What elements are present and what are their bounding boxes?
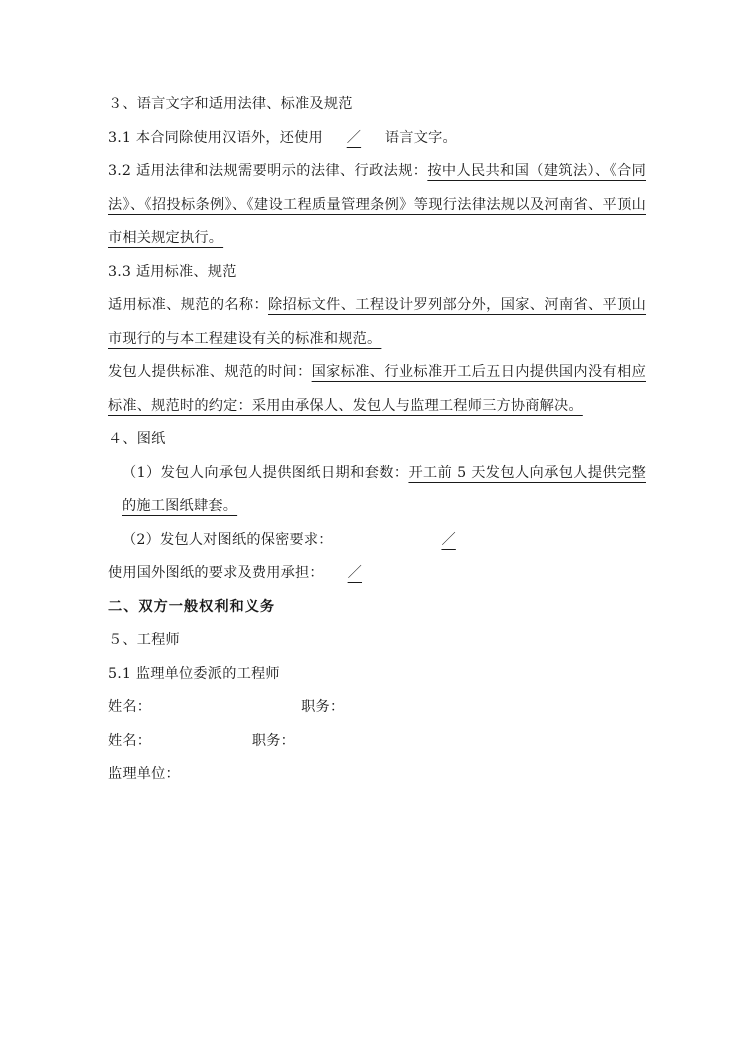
clause-4-3-fill[interactable]: ／ [347, 565, 363, 582]
section-heading-4 [108, 423, 646, 457]
clause-3-2 [108, 155, 646, 256]
clause-4-3-prefix: 使用国外图纸的要求及费用承担： [108, 565, 324, 582]
clause-4-1 [108, 457, 646, 524]
clause-4-1-prefix: （1）发包人向承包人提供图纸日期和套数： [122, 464, 409, 481]
clause-3-1-fill[interactable]: ／ [346, 129, 362, 146]
clause-3-3-b-prefix: 发包人提供标准、规范的时间： [108, 364, 312, 381]
clause-4-3 [108, 557, 646, 591]
clause-3-3-b-fill[interactable]: 国家标准、行业标准开工后五日内提供国内没有相应标准、规范时的约定：采用由承保人、发包人与监理工程师三方协商解决。 [108, 364, 646, 414]
clause-4-2-fill[interactable]: ／ [441, 531, 456, 548]
clause-4-2 [108, 524, 646, 558]
clause-3-1 [108, 122, 646, 156]
clause-3-2-fill[interactable]: 按中人民共和国（建筑法）、《合同法》、《招投标条例》、《建设工程质量管理条例》等现行法律法规以及河南省、平顶山市相关规定执行。 [108, 163, 646, 247]
title-label-2: 职务： [251, 732, 296, 749]
name-label-1: 姓名： [108, 699, 152, 716]
clause-3-2-prefix: 3.2 适用法律和法规需要明示的法律、行政法规： [108, 163, 428, 180]
title-label-1: 职务： [301, 699, 345, 716]
section-heading-3-text: ３、语言文字和适用法律、标准及规范 [108, 96, 353, 112]
document-body [108, 88, 646, 792]
clause-3-3-a-prefix: 适用标准、规范的名称： [108, 297, 268, 314]
clause-3-3 [108, 256, 646, 290]
section-heading-2 [108, 591, 646, 625]
clause-3-1-suffix: 语言文字。 [384, 129, 457, 146]
section-heading-3 [108, 88, 646, 122]
clause-3-1-prefix: 3.1 本合同除使用汉语外，还使用 [108, 129, 323, 146]
section-heading-4-text: ４、图纸 [108, 431, 166, 448]
supervision-unit-row [108, 758, 646, 792]
supervision-unit-label: 监理单位： [108, 766, 180, 783]
section-heading-5 [108, 624, 646, 658]
engineer-field-row-1 [108, 691, 646, 725]
clause-5-1 [108, 658, 646, 692]
engineer-field-row-2 [108, 725, 646, 759]
section-heading-2-text: 二、双方一般权利和义务 [108, 598, 276, 615]
clause-3-3-text: 3.3 适用标准、规范 [108, 263, 237, 280]
clause-3-3-standards-time [108, 356, 646, 423]
name-label-2: 姓名： [108, 732, 152, 749]
section-heading-5-text: ５、工程师 [108, 632, 180, 649]
clause-5-1-text: 5.1 监理单位委派的工程师 [108, 665, 280, 682]
clause-4-1-fill[interactable]: 开工前 5 天发包人向承包人提供完整的施工图纸肆套。 [122, 464, 646, 515]
clause-3-3-standards-name [108, 289, 646, 356]
clause-3-3-a-fill[interactable]: 除招标文件、工程设计罗列部分外，国家、河南省、平顶山市现行的与本工程建设有关的标准和规范。 [108, 297, 647, 347]
clause-4-2-prefix: （2）发包人对图纸的保密要求： [122, 531, 333, 548]
